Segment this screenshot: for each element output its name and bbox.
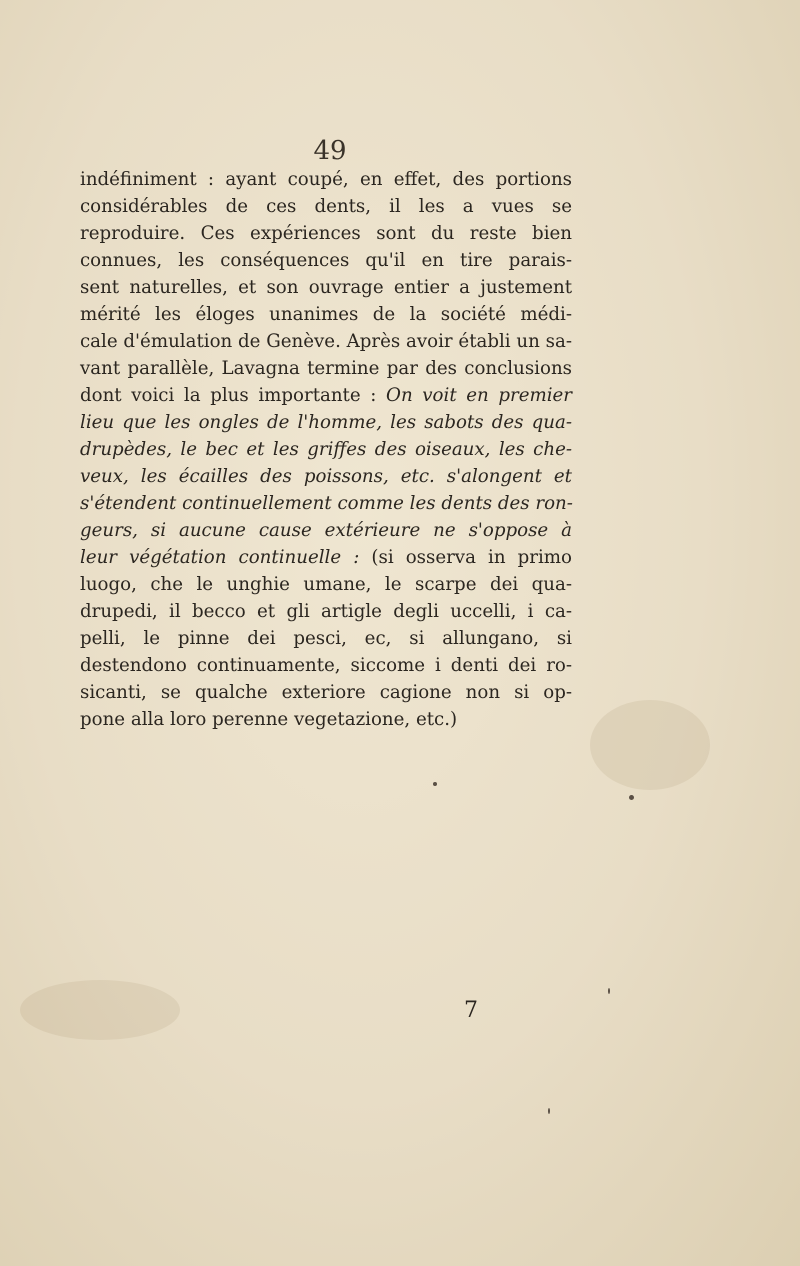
text-line: s'étendent continuellement comme les dents des ron-	[80, 493, 573, 514]
text-line: indéfiniment : ayant coupé, en effet, des portions	[80, 169, 572, 190]
text-line: vant parallèle, Lavagna termine par des conclusions	[80, 358, 572, 379]
text-line: considérables de ces dents, il les a vues se	[80, 196, 572, 217]
signature-mark: 7	[464, 998, 478, 1023]
text-italic: On voit en premier	[386, 385, 572, 406]
ink-speck	[629, 795, 634, 800]
text-line: sicanti, se qualche exteriore cagione non si op-	[80, 682, 572, 703]
body-text	[80, 166, 572, 733]
text-line: drupedi, il becco et gli artigle degli uccelli, i ca-	[80, 601, 572, 622]
text-line: veux, les écailles des poissons, etc. s'alongent et	[80, 466, 572, 487]
text-line: reproduire. Ces expériences sont du reste bien	[80, 223, 572, 244]
text-line: destendono continuamente, siccome i denti dei ro-	[80, 655, 572, 676]
text-line: connues, les conséquences qu'il en tire parais-	[80, 250, 572, 271]
ink-speck	[548, 1108, 550, 1114]
ink-speck	[433, 782, 437, 786]
text-italic: leur végétation continuelle :	[80, 547, 372, 568]
text-line: pelli, le pinne dei pesci, ec, si allungano, si	[80, 628, 572, 649]
text-line: geurs, si aucune cause extérieure ne s'oppose à	[80, 520, 572, 541]
text-roman: dont voici la plus importante :	[80, 385, 387, 406]
text-line: mérité les éloges unanimes de la société médi-	[80, 304, 572, 325]
text-line	[80, 382, 572, 409]
text-line: drupèdes, le bec et les griffes des oiseaux, les che-	[80, 439, 572, 460]
text-roman: (si osserva in primo	[371, 547, 572, 568]
paper-stain	[20, 980, 180, 1040]
text-line: lieu que les ongles de l'homme, les sabots des qua-	[80, 412, 572, 433]
text-line: sent naturelles, et son ouvrage entier a justement	[80, 277, 572, 298]
text-line: luogo, che le unghie umane, le scarpe dei qua-	[80, 574, 572, 595]
ink-speck	[608, 988, 610, 994]
text-line: pone alla loro perenne vegetazione, etc.)	[80, 709, 458, 730]
text-line: cale d'émulation de Genève. Après avoir établi un sa-	[80, 331, 572, 352]
paper-stain	[590, 700, 710, 790]
text-line	[80, 544, 572, 571]
page-number: 49	[313, 136, 347, 166]
